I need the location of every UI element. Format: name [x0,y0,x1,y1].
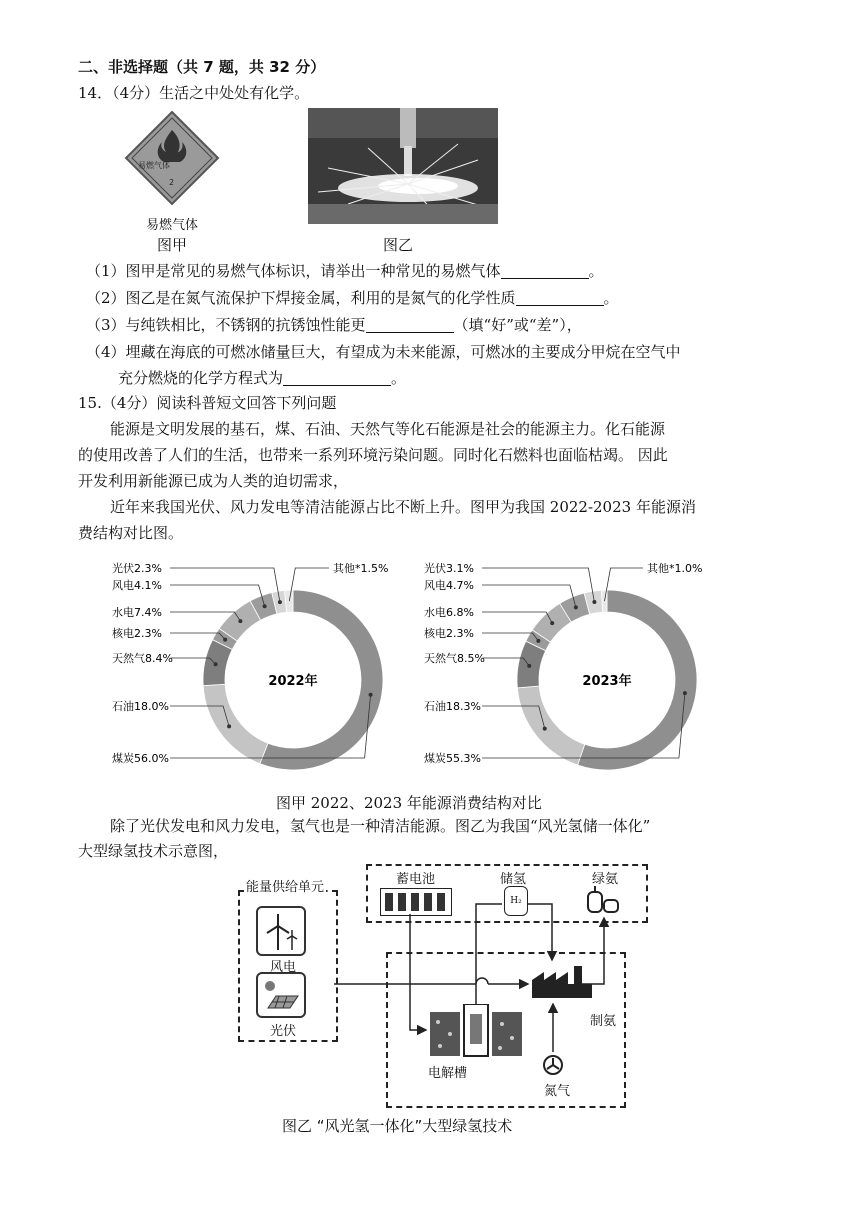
q15-para3-line2: 大型绿氢技术示意图， [78,842,229,860]
h2-storage-label: 储氢 [500,872,527,887]
ammonia-production-label: 制氨 [590,1014,617,1029]
slice-label: 光伏2.3% [112,562,162,575]
sign-caption: 易燃气体 [146,218,199,233]
slice-label: 天然气8.5% [424,652,485,665]
donut-title: 2022年 [268,674,318,689]
fig-b-caption: 图乙 “风光氢一体化”大型绿氢技术 [282,1117,513,1135]
slice-label: 煤炭55.3% [424,752,481,765]
q15-para1-line1: 能源是文明发展的基石，煤、石油、天然气等化石能源是社会的能源主力。化石能源 [110,420,666,438]
q14-item4: （4）埋藏在海底的可燃冰储量巨大，有望成为未来能源，可燃冰的主要成分甲烷在空气中 [86,343,681,361]
donut-title: 2023年 [582,674,632,689]
slice-label: 天然气8.4% [112,652,173,665]
nitrogen-label: 氮气 [544,1084,571,1099]
slice-label: 风电4.7% [424,579,474,592]
solar-label: 光伏 [270,1024,297,1039]
q15-stem: 15.（4分）阅读科普短文回答下列问题 [78,394,337,412]
slice-label: 水电7.4% [112,606,162,619]
q15-para2-line2: 费结构对比图。 [78,524,184,542]
q15-para2-line1: 近年来我国光伏、风力发电等清洁能源占比不断上升。图甲为我国 2022-2023 年能源消 [110,498,696,516]
slice-label: 水电6.8% [424,606,474,619]
slice-label: 石油18.3% [424,700,481,713]
q14-stem: 14．（4分）生活之中处处有化学。 [78,84,310,102]
q15-para1-line2: 的使用改善了人们的生活，也带来一系列环境污染问题。同时化石燃料也面临枯竭。 因此 [78,446,668,464]
green-ammonia-label: 绿氨 [592,872,619,887]
slice-label: 石油18.0% [112,700,169,713]
fig-b-label: 图乙 [383,236,414,254]
slice-label: 核电2.3% [424,627,474,640]
hydrogen-tank-icon: H₂ [504,886,528,916]
q15-para3-line1: 除了光伏发电和风力发电，氢气也是一种清洁能源。图乙为我国“风光氢储一体化” [110,817,651,835]
section-title: 二、非选择题（共 7 题，共 32 分） [78,58,326,76]
sign-number: 2 [169,178,175,187]
q14-item4-cont: 充分燃烧的化学方程式为 。 [118,369,407,387]
sign-inner-text: 易燃气体 [138,161,170,170]
supply-unit-label: 能量供给单元 [244,876,326,895]
slice-label: 煤炭56.0% [112,752,169,765]
q14-item3: （3）与纯铁相比，不锈钢的抗锈蚀性能更 （填“好”或“差”）， [86,316,582,334]
slice-label: 光伏3.1% [424,562,474,575]
q14-item1: （1）图甲是常见的易燃气体标识，请举出一种常见的易燃气体 。 [86,262,604,280]
slice-label-other: 其他*1.0% [647,562,703,575]
fig-a-label: 图甲 [157,236,188,254]
battery-label: 蓄电池 [396,872,436,887]
q15-para1-line3: 开发利用新能源已成为人类的迫切需求， [78,472,349,490]
slice-label: 核电2.3% [112,627,162,640]
q14-item2: （2）图乙是在氮气流保护下焊接金属，利用的是氮气的化学性质 。 [86,289,619,307]
slice-label-other: 其他*1.5% [333,562,389,575]
fig-a-caption: 图甲 2022、2023 年能源消费结构对比 [276,794,542,812]
electrolyzer-label: 电解槽 [428,1066,468,1081]
slice-label: 风电4.1% [112,579,162,592]
wind-label: 风电 [270,960,297,975]
